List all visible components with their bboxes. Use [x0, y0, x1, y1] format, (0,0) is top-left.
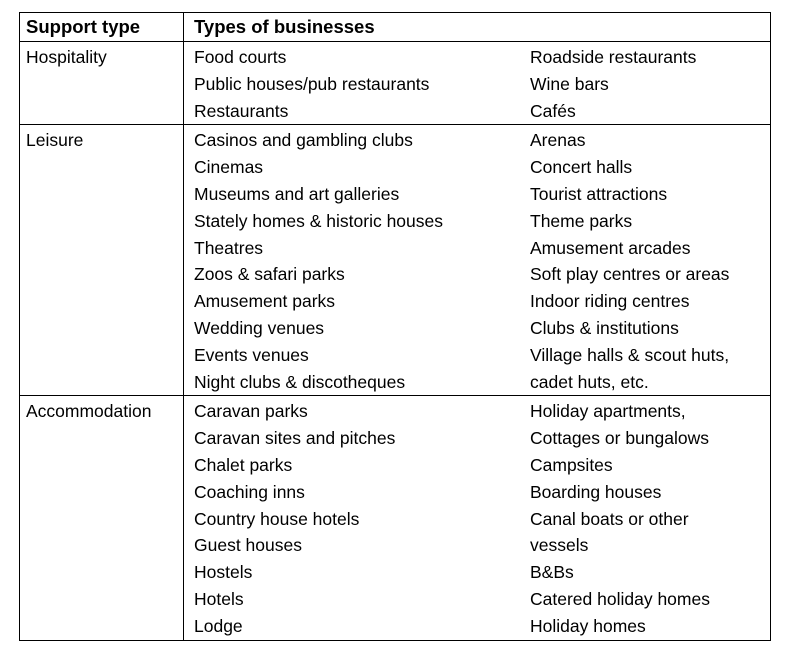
business-item: Stately homes & historic houses	[194, 210, 444, 231]
business-item: Public houses/pub restaurants	[194, 73, 430, 94]
business-list	[194, 127, 770, 395]
business-item: Holiday apartments,	[530, 401, 686, 422]
business-item: Roadside restaurants	[530, 47, 697, 67]
business-item: Theatres	[194, 237, 264, 258]
business-item: Cinemas	[194, 157, 264, 178]
business-item: Chalet parks	[194, 454, 293, 475]
support-type-cell: Hospitality	[20, 42, 184, 125]
business-list	[194, 398, 770, 639]
business-item: Caravan parks	[194, 401, 308, 422]
business-item: Lodge	[194, 615, 243, 636]
business-item: Zoos & safari parks	[194, 264, 345, 285]
business-item: Hotels	[194, 588, 244, 609]
business-item: Canal boats or other	[530, 508, 689, 529]
business-types-cell	[184, 396, 771, 640]
business-types-cell	[184, 125, 771, 396]
business-item: B&Bs	[530, 562, 574, 583]
support-types-table	[19, 12, 771, 641]
business-column-left	[194, 398, 530, 639]
business-item: Concert halls	[530, 157, 633, 178]
business-item: Night clubs & discotheques	[194, 371, 406, 392]
business-item: Indoor riding centres	[530, 291, 690, 312]
support-type-cell: Leisure	[20, 125, 184, 396]
business-column-right	[530, 127, 729, 395]
business-item: Hostels	[194, 562, 253, 583]
business-item: Events venues	[194, 344, 309, 365]
table-body	[20, 42, 771, 641]
business-item: Theme parks	[530, 210, 633, 231]
business-item: Guest houses	[194, 535, 302, 556]
business-item: Museums and art galleries	[194, 183, 400, 204]
business-item: Tourist attractions	[530, 183, 668, 204]
business-item: Restaurants	[194, 100, 289, 121]
business-item: Caravan sites and pitches	[194, 428, 396, 449]
business-item: Soft play centres or areas	[530, 264, 730, 285]
business-item: Catered holiday homes	[530, 588, 710, 609]
business-column-right	[530, 398, 710, 639]
business-item: Boarding houses	[530, 481, 662, 502]
business-item: Country house hotels	[194, 508, 360, 529]
business-column-right	[530, 44, 696, 124]
business-column-left	[194, 127, 530, 395]
business-item: Coaching inns	[194, 481, 305, 502]
business-item: Wine bars	[530, 73, 609, 94]
business-item: Holiday homes	[530, 615, 646, 636]
support-type-cell: Accommodation	[20, 396, 184, 640]
business-item: vessels	[530, 535, 589, 556]
business-item: Village halls & scout huts,	[530, 344, 730, 365]
business-item: cadet huts, etc.	[530, 371, 649, 392]
table-row	[20, 42, 771, 125]
business-item: Clubs & institutions	[530, 317, 679, 338]
table-row	[20, 396, 771, 640]
business-list	[194, 44, 770, 124]
business-column-left	[194, 44, 530, 124]
table-header-row	[20, 13, 771, 42]
business-item: Casinos and gambling clubs	[194, 130, 413, 151]
business-item: Cottages or bungalows	[530, 428, 709, 449]
business-item: Amusement parks	[194, 291, 336, 312]
business-item: Campsites	[530, 454, 613, 475]
business-item: Cafés	[530, 100, 576, 121]
business-types-cell	[184, 42, 771, 125]
business-types-header: Types of businesses	[184, 13, 771, 42]
business-item: Arenas	[530, 130, 586, 151]
table-row	[20, 125, 771, 396]
business-item: Wedding venues	[194, 317, 325, 338]
business-item: Amusement arcades	[530, 237, 691, 258]
support-type-header: Support type	[20, 13, 184, 42]
business-item: Food courts	[194, 47, 287, 67]
